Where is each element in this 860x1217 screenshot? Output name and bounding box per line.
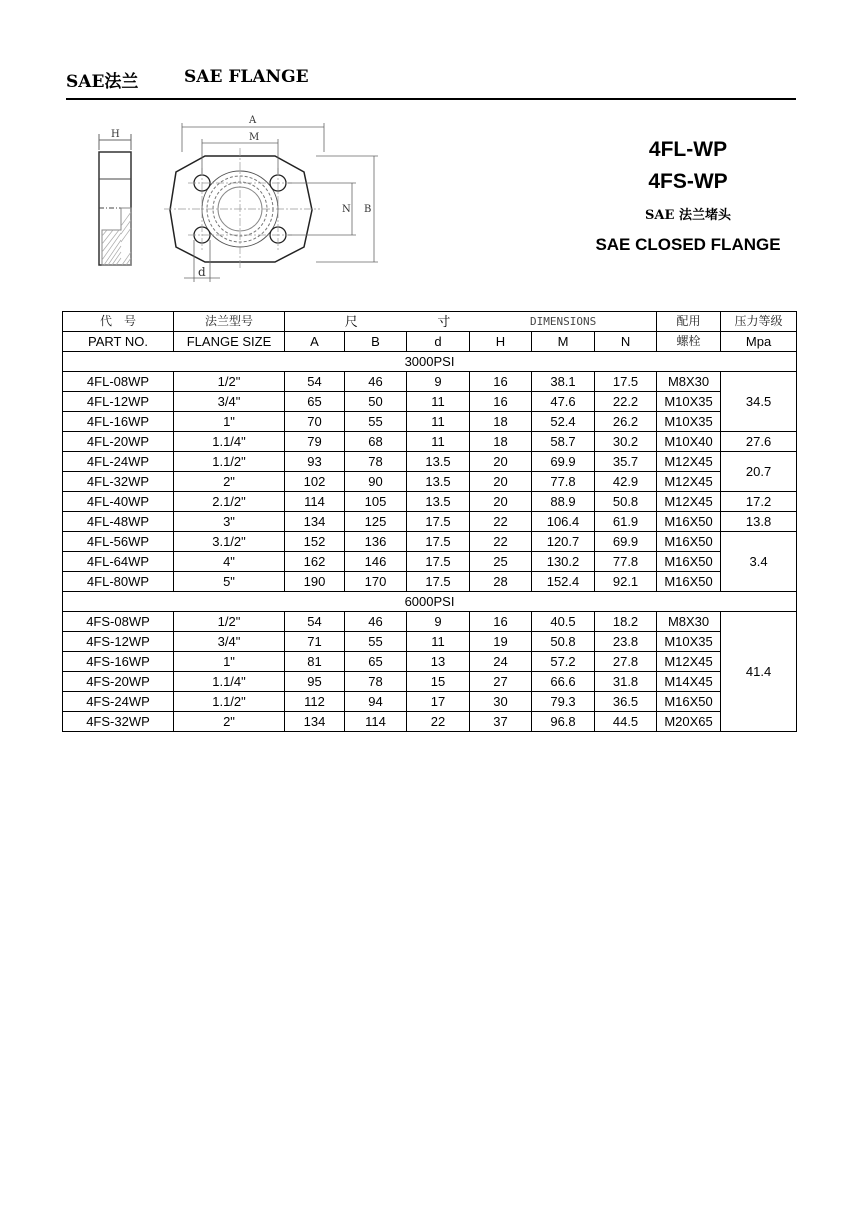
page-header	[66, 64, 796, 100]
table-cell: 106.4	[532, 512, 595, 532]
table-cell: 3.1/2"	[174, 532, 285, 552]
table-cell: 112	[285, 692, 345, 712]
table-row	[63, 392, 797, 412]
table-cell: 30.2	[595, 432, 657, 452]
table-row	[63, 552, 797, 572]
table-cell: 146	[345, 552, 407, 572]
table-cell: 1.1/4"	[174, 432, 285, 452]
table-cell: 1.1/2"	[174, 452, 285, 472]
table-cell: 136	[345, 532, 407, 552]
table-cell: 3"	[174, 512, 285, 532]
header-rule	[66, 98, 796, 100]
header-bolt-cn-2: 螺栓	[657, 332, 721, 352]
table-cell: 13.5	[407, 492, 470, 512]
table-row	[63, 612, 797, 632]
table-cell: 4FS-20WP	[63, 672, 174, 692]
table-cell: 17.5	[407, 532, 470, 552]
table-cell: 78	[345, 672, 407, 692]
table-cell: 16	[470, 372, 532, 392]
table-cell: 170	[345, 572, 407, 592]
header-pressure-cn: 压力等级	[721, 312, 797, 332]
table-cell: 93	[285, 452, 345, 472]
product-code-fl: 4FL-WP	[648, 138, 728, 161]
title-en: SAE FLANGE	[184, 67, 309, 87]
table-cell: 9	[407, 612, 470, 632]
table-cell: 81	[285, 652, 345, 672]
table-row	[63, 672, 797, 692]
table-cell: 4FS-12WP	[63, 632, 174, 652]
product-block	[580, 134, 796, 255]
table-cell: 9	[407, 372, 470, 392]
table-cell: 54	[285, 372, 345, 392]
table-cell: 152.4	[532, 572, 595, 592]
table-row	[63, 652, 797, 672]
table-cell: 17	[407, 692, 470, 712]
header-dims-cn-2: 寸	[437, 314, 451, 329]
table-cell: 52.4	[532, 412, 595, 432]
table-cell: 94	[345, 692, 407, 712]
table-cell: 105	[345, 492, 407, 512]
pressure-cell: 34.5	[721, 372, 797, 432]
table-cell: 20	[470, 472, 532, 492]
table-row	[63, 692, 797, 712]
header-part-no: PART NO.	[63, 332, 174, 352]
header-pressure: Mpa	[721, 332, 797, 352]
table-cell: 1.1/2"	[174, 692, 285, 712]
table-cell: 61.9	[595, 512, 657, 532]
product-subtitle-en: SAE CLOSED FLANGE	[595, 235, 781, 254]
table-cell: 4FS-32WP	[63, 712, 174, 732]
table-cell: 4FL-16WP	[63, 412, 174, 432]
table-cell: 3/4"	[174, 392, 285, 412]
table-cell: 57.2	[532, 652, 595, 672]
table-cell: 162	[285, 552, 345, 572]
table-cell: 4FL-32WP	[63, 472, 174, 492]
table-cell: 28	[470, 572, 532, 592]
table-cell: 20	[470, 452, 532, 472]
label-b: B	[364, 204, 372, 215]
table-cell: 77.8	[595, 552, 657, 572]
table-cell: 50	[345, 392, 407, 412]
table-cell: 125	[345, 512, 407, 532]
table-cell: 134	[285, 712, 345, 732]
table-cell: 4FL-20WP	[63, 432, 174, 452]
table-cell: 22.2	[595, 392, 657, 412]
table-cell: 16	[470, 612, 532, 632]
table-cell: 22	[470, 532, 532, 552]
header-dims-en: DIMENSIONS	[530, 315, 597, 328]
product-code-fs: 4FS-WP	[648, 170, 728, 193]
table-row	[63, 512, 797, 532]
table-cell: 13	[407, 652, 470, 672]
header-dims-cn-1: 尺	[344, 314, 358, 329]
table-cell: M10X35	[657, 392, 721, 412]
table-cell: 69.9	[595, 532, 657, 552]
table-cell: 78	[345, 452, 407, 472]
table-cell: 152	[285, 532, 345, 552]
table-cell: 27.8	[595, 652, 657, 672]
section-row	[63, 592, 797, 612]
table-cell: 190	[285, 572, 345, 592]
table-cell: 79.3	[532, 692, 595, 712]
table-cell: 13.5	[407, 472, 470, 492]
label-a: A	[249, 115, 257, 126]
table-cell: 11	[407, 632, 470, 652]
pressure-cell: 3.4	[721, 532, 797, 592]
table-cell: 66.6	[532, 672, 595, 692]
header-a: A	[285, 332, 345, 352]
table-cell: 65	[345, 652, 407, 672]
table-cell: 4FL-24WP	[63, 452, 174, 472]
table-cell: 58.7	[532, 432, 595, 452]
title-cn: SAE法兰	[66, 72, 139, 92]
header-dimensions	[285, 312, 657, 332]
table-row	[63, 472, 797, 492]
table-cell: 44.5	[595, 712, 657, 732]
table-cell: 68	[345, 432, 407, 452]
table-cell: 90	[345, 472, 407, 492]
table-row	[63, 432, 797, 452]
table-cell: 35.7	[595, 452, 657, 472]
table-cell: 50.8	[595, 492, 657, 512]
table-cell: 1.1/4"	[174, 672, 285, 692]
table-cell: 114	[345, 712, 407, 732]
table-cell: 47.6	[532, 392, 595, 412]
table-cell: 36.5	[595, 692, 657, 712]
header-flange-size: FLANGE SIZE	[174, 332, 285, 352]
header-row-cn	[63, 312, 797, 332]
table-cell: M16X50	[657, 572, 721, 592]
table-cell: 79	[285, 432, 345, 452]
table-cell: 130.2	[532, 552, 595, 572]
table-cell: M8X30	[657, 372, 721, 392]
table-cell: 134	[285, 512, 345, 532]
table-cell: 40.5	[532, 612, 595, 632]
spec-table	[62, 311, 797, 732]
label-n: N	[342, 204, 351, 215]
header-b: B	[345, 332, 407, 352]
table-cell: 38.1	[532, 372, 595, 392]
table-cell: M12X45	[657, 452, 721, 472]
table-cell: 46	[345, 612, 407, 632]
table-cell: 25	[470, 552, 532, 572]
header-n: N	[595, 332, 657, 352]
pressure-cell: 20.7	[721, 452, 797, 492]
table-cell: 46	[345, 372, 407, 392]
table-cell: 65	[285, 392, 345, 412]
table-cell: M10X35	[657, 412, 721, 432]
table-cell: M16X50	[657, 692, 721, 712]
table-cell: 95	[285, 672, 345, 692]
table-cell: 17.5	[407, 572, 470, 592]
table-cell: 92.1	[595, 572, 657, 592]
table-cell: 11	[407, 432, 470, 452]
table-cell: 23.8	[595, 632, 657, 652]
table-cell: 18	[470, 412, 532, 432]
table-row	[63, 572, 797, 592]
table-cell: 1"	[174, 652, 285, 672]
section-label: 6000PSI	[63, 592, 797, 612]
table-cell: 4FL-56WP	[63, 532, 174, 552]
table-cell: 11	[407, 392, 470, 412]
table-cell: 55	[345, 632, 407, 652]
table-cell: 114	[285, 492, 345, 512]
table-cell: 4FL-40WP	[63, 492, 174, 512]
table-row	[63, 452, 797, 472]
table-cell: 11	[407, 412, 470, 432]
table-cell: 13.5	[407, 452, 470, 472]
table-cell: M20X65	[657, 712, 721, 732]
table-cell: 4FS-24WP	[63, 692, 174, 712]
header-d: d	[407, 332, 470, 352]
table-cell: M12X45	[657, 492, 721, 512]
table-cell: 4"	[174, 552, 285, 572]
table-cell: 1"	[174, 412, 285, 432]
table-cell: 27	[470, 672, 532, 692]
section-label: 3000PSI	[63, 352, 797, 372]
header-bolt-cn-1: 配用	[657, 312, 721, 332]
table-cell: 1/2"	[174, 372, 285, 392]
label-h: H	[111, 129, 120, 140]
table-cell: M10X35	[657, 632, 721, 652]
table-cell: M16X50	[657, 512, 721, 532]
table-cell: M8X30	[657, 612, 721, 632]
table-cell: 22	[470, 512, 532, 532]
table-cell: 18	[470, 432, 532, 452]
table-cell: M16X50	[657, 532, 721, 552]
table-cell: 4FS-08WP	[63, 612, 174, 632]
table-cell: 17.5	[595, 372, 657, 392]
table-row	[63, 632, 797, 652]
table-cell: 55	[345, 412, 407, 432]
table-cell: 4FL-48WP	[63, 512, 174, 532]
header-part-no-cn: 代 号	[63, 312, 174, 332]
table-cell: 77.8	[532, 472, 595, 492]
table-row	[63, 492, 797, 512]
flange-drawing	[92, 112, 392, 287]
table-cell: 3/4"	[174, 632, 285, 652]
header-h: H	[470, 332, 532, 352]
table-cell: 26.2	[595, 412, 657, 432]
pressure-cell: 13.8	[721, 512, 797, 532]
section-row	[63, 352, 797, 372]
label-m: M	[249, 132, 260, 143]
pressure-cell: 41.4	[721, 612, 797, 732]
table-cell: 31.8	[595, 672, 657, 692]
table-cell: M12X45	[657, 652, 721, 672]
table-cell: 96.8	[532, 712, 595, 732]
header-flange-size-cn: 法兰型号	[174, 312, 285, 332]
product-subtitle-cn: SAE 法兰堵头	[645, 208, 731, 223]
table-row	[63, 412, 797, 432]
header-row-en	[63, 332, 797, 352]
table-cell: 5"	[174, 572, 285, 592]
table-cell: 24	[470, 652, 532, 672]
pressure-cell: 17.2	[721, 492, 797, 512]
table-cell: 42.9	[595, 472, 657, 492]
table-cell: 19	[470, 632, 532, 652]
table-cell: 2"	[174, 712, 285, 732]
table-cell: 71	[285, 632, 345, 652]
table-cell: 30	[470, 692, 532, 712]
table-row	[63, 532, 797, 552]
table-cell: 54	[285, 612, 345, 632]
pressure-cell: 27.6	[721, 432, 797, 452]
table-cell: 16	[470, 392, 532, 412]
table-cell: 4FL-12WP	[63, 392, 174, 412]
table-cell: M10X40	[657, 432, 721, 452]
table-cell: 69.9	[532, 452, 595, 472]
table-row	[63, 712, 797, 732]
header-m: M	[532, 332, 595, 352]
table-cell: 22	[407, 712, 470, 732]
table-cell: 120.7	[532, 532, 595, 552]
table-cell: 4FL-64WP	[63, 552, 174, 572]
table-cell: 70	[285, 412, 345, 432]
table-cell: 4FL-80WP	[63, 572, 174, 592]
table-cell: 2.1/2"	[174, 492, 285, 512]
table-cell: 17.5	[407, 512, 470, 532]
table-cell: M14X45	[657, 672, 721, 692]
table-cell: 20	[470, 492, 532, 512]
table-cell: 4FS-16WP	[63, 652, 174, 672]
table-row	[63, 372, 797, 392]
table-cell: 1/2"	[174, 612, 285, 632]
table-cell: 2"	[174, 472, 285, 492]
table-cell: 17.5	[407, 552, 470, 572]
table-cell: 15	[407, 672, 470, 692]
label-d: d	[198, 265, 206, 279]
table-cell: M12X45	[657, 472, 721, 492]
table-cell: 37	[470, 712, 532, 732]
table-cell: 18.2	[595, 612, 657, 632]
table-cell: 88.9	[532, 492, 595, 512]
table-cell: 102	[285, 472, 345, 492]
table-cell: 50.8	[532, 632, 595, 652]
table-cell: M16X50	[657, 552, 721, 572]
table-cell: 4FL-08WP	[63, 372, 174, 392]
